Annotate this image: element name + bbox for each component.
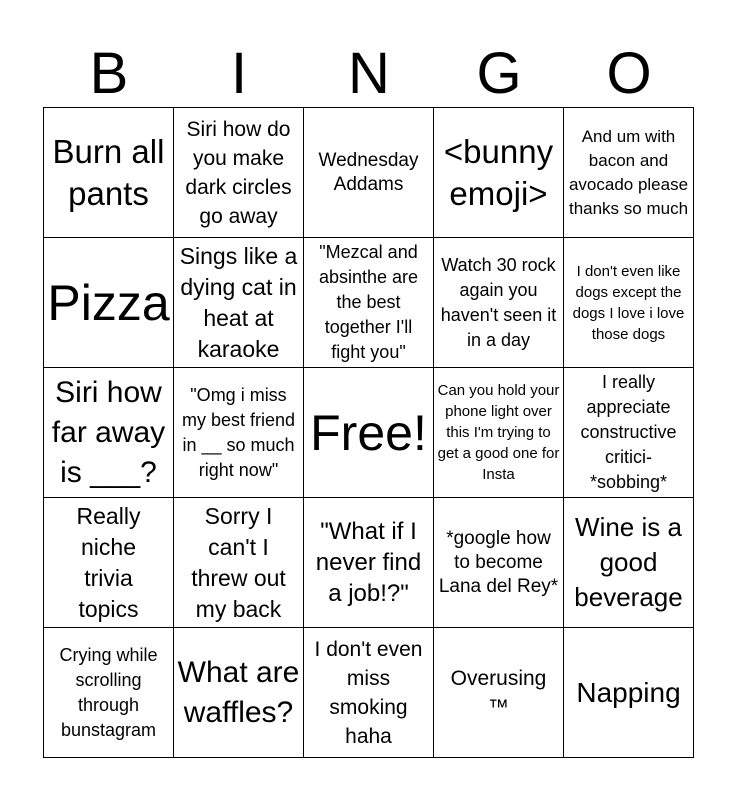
bingo-cell [434, 628, 564, 758]
bingo-cell [44, 108, 174, 238]
bingo-cell [304, 628, 434, 758]
bingo-cell [174, 628, 304, 758]
cell-text: <bunny emoji> [443, 132, 554, 212]
bingo-cell [564, 368, 694, 498]
header-letter-b: B [89, 41, 129, 106]
cell-text: What are waffles? [177, 655, 300, 729]
bingo-cell [434, 108, 564, 238]
cell-text: Burn all pants [52, 132, 165, 212]
header-letter-i: I [230, 41, 248, 106]
bingo-cell [434, 368, 564, 498]
cell-text: Watch 30 rock again you haven't seen it in a day [440, 254, 557, 350]
cell-text: Wine is a good beverage [574, 512, 683, 612]
header-letter-g: G [476, 41, 522, 106]
cell-text: Overusing ™ [450, 666, 547, 719]
bingo-header [44, 40, 694, 108]
header-letter-n: N [348, 41, 390, 106]
cell-text: And um with bacon and avocado please thanks so much [568, 126, 689, 218]
bingo-cell [174, 238, 304, 368]
bingo-cell [44, 498, 174, 628]
bingo-cell [564, 238, 694, 368]
cell-text: Siri how far away is ___? [51, 375, 166, 489]
bingo-cell [304, 108, 434, 238]
cell-text: "Omg i miss my best friend in __ so much right now" [181, 384, 296, 480]
cell-text: Can you hold your phone light over this I'm trying to get a good one for Insta [437, 382, 560, 483]
cell-text: Sings like a dying cat in heat at karaoke [179, 242, 298, 362]
bingo-cell [304, 498, 434, 628]
cell-text: Wednesday Addams [318, 149, 419, 195]
cell-text: Crying while scrolling through bunstagram [59, 644, 158, 740]
bingo-cell [174, 368, 304, 498]
cell-text: I don't even like dogs except the dogs I love i love those dogs [572, 262, 685, 343]
cell-text: Siri how do you make dark circles go away [185, 117, 292, 228]
bingo-cell [564, 108, 694, 238]
bingo-cell [564, 628, 694, 758]
cell-text: "What if I never find a job!?" [315, 518, 422, 607]
cell-text: *google how to become Lana del Rey* [438, 527, 559, 597]
cell-text: Pizza [47, 274, 170, 331]
bingo-cell [304, 238, 434, 368]
bingo-cell [44, 368, 174, 498]
header-letter-o: O [606, 41, 652, 106]
cell-text: "Mezcal and absinthe are the best together I'll fight you" [318, 242, 419, 362]
bingo-cell [174, 498, 304, 628]
bingo-cell [44, 628, 174, 758]
bingo-cell [434, 498, 564, 628]
cell-text: I don't even miss smoking haha [314, 637, 423, 748]
bingo-cell [174, 108, 304, 238]
cell-text: Napping [576, 677, 681, 708]
cell-text: Sorry I can't I threw out my back [191, 502, 286, 622]
bingo-cell [564, 498, 694, 628]
cell-text: I really appreciate constructive critici- *sobbing* [580, 372, 677, 492]
bingo-cell [434, 238, 564, 368]
cell-text: Really niche trivia topics [76, 502, 141, 622]
bingo-cell [304, 368, 434, 498]
bingo-board [43, 107, 694, 758]
cell-text: Free! [310, 404, 427, 461]
bingo-cell [44, 238, 174, 368]
